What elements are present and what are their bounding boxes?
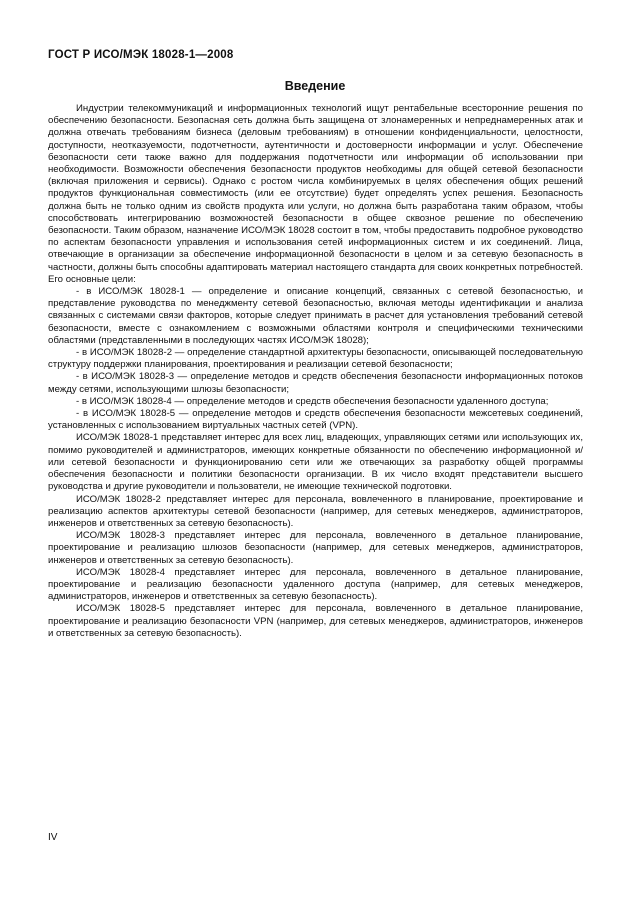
page-number: IV: [48, 832, 58, 843]
intro-paragraph: Индустрии телекоммуникаций и информационных технологий ищут рентабельные всесторонние решения по обеспечению безопасности. Безопасная сеть должна быть защищена от злонамеренных и непреднамеренных атак и должна отвечать требованиям бизнеса (деловым требованиям) в отношении конфиденциальности, целостности, доступности, неотказуемости, подотчетности, аутентичности и достоверности информации и услуг. Обеспечение безопасности сети также важно для поддержания подотчетности или информации об использовании при необходимости. Возможности обеспечения безопасности продуктов необходимы для общей сетевой безопасности (включая приложения и сервисы). Однако с ростом числа комбинируемых в целях обеспечения общих решений продуктов функциональная совместимость (или ее отсутствие) будет определять успех решения. Безопасность должна быть не только одним из свойств продукта или услуги, но должна быть разработана таким образом, чтобы способствовать интегрированию возможностей безопасности в общее сквозное решение по обеспечению безопасности. Таким образом, назначение ИСО/МЭК 18028 состоит в том, чтобы предоставить подробное руководство по аспектам безопасности управления и использования сетей информационных систем и их соединений. Лица, отвечающие в организации за обеспечение информационной безопасности в целом и за сетевую безопасность в частности, должны быть способны адаптировать материал настоящего стандарта для своих конкретных потребностей. Его основные цели:: [48, 103, 583, 285]
document-header: ГОСТ Р ИСО/МЭК 18028-1—2008: [48, 49, 234, 61]
audience-part1-paragraph: ИСО/МЭК 18028-1 представляет интерес для всех лиц, владеющих, управляющих сетями или использующих их, помимо руководителей и администраторов, имеющих конкретные обязанности по обеспечению информационной и/или сетевой безопасности и функционированию сети или же отвечающих за разработку общей программы обеспечения безопасности и политики безопасности организации. В их число входят представители высшего руководства и другие руководители и пользователи, не имеющие технической подготовки.: [48, 432, 583, 493]
section-title: Введение: [284, 79, 346, 93]
goal-item-part5: - в ИСО/МЭК 18028-5 — определение методов и средств обеспечения безопасности межсетевых соединений, установленных с использованием виртуальных частных сетей (VPN).: [48, 408, 583, 432]
audience-part4-paragraph: ИСО/МЭК 18028-4 представляет интерес для персонала, вовлеченного в детальное планирование, проектирование и реализацию безопасности удаленного доступа (например, для сетевых менеджеров, администраторов, инженеров и ответственных за сетевую безопасность).: [48, 566, 583, 603]
goal-item-part1: - в ИСО/МЭК 18028-1 — определение и описание концепций, связанных с сетевой безопасностью, и представление руководства по менеджменту сетевой безопасностью, включая методы идентификации и анализа связанных с системами связи факторов, которые следует принимать в расчет для установления требований сетевой безопасности, вместе с ознакомлением с возможными областями контроля и специфическими техническими областями (представленными в последующих частях ИСО/МЭК 18028);: [48, 286, 583, 346]
audience-part5-paragraph: ИСО/МЭК 18028-5 представляет интерес для персонала, вовлеченного в детальное планирование, проектирование и реализацию безопасности VPN (например, для сетевых менеджеров, администраторов, инженеров и ответственных за сетевую безопасность).: [48, 603, 583, 639]
audience-part2-paragraph: ИСО/МЭК 18028-2 представляет интерес для персонала, вовлеченного в планирование, проектирование и реализацию аспектов архитектуры сетевой безопасности (например, для сетевых менеджеров, администраторов, инженеров и ответственных за сетевую безопасность).: [48, 493, 583, 529]
goal-item-part3: - в ИСО/МЭК 18028-3 — определение методов и средств обеспечения безопасности информационных потоков между сетями, использующими шлюзы безопасности;: [48, 371, 583, 395]
document-body: [48, 103, 583, 640]
goal-item-part4: - в ИСО/МЭК 18028-4 — определение методов и средств обеспечения безопасности удаленного доступа;: [76, 395, 549, 407]
goal-item-part2: - в ИСО/МЭК 18028-2 — определение стандартной архитектуры безопасности, описывающей последовательную структуру поддержки планирования, проектирования и реализации сетевой безопасности;: [48, 347, 583, 371]
audience-part3-paragraph: ИСО/МЭК 18028-3 представляет интерес для персонала, вовлеченного в детальное планирование, проектирование и реализацию шлюзов безопасности (например, для сетевых менеджеров, администраторов, инженеров и ответственных за сетевую безопасность).: [48, 530, 583, 566]
